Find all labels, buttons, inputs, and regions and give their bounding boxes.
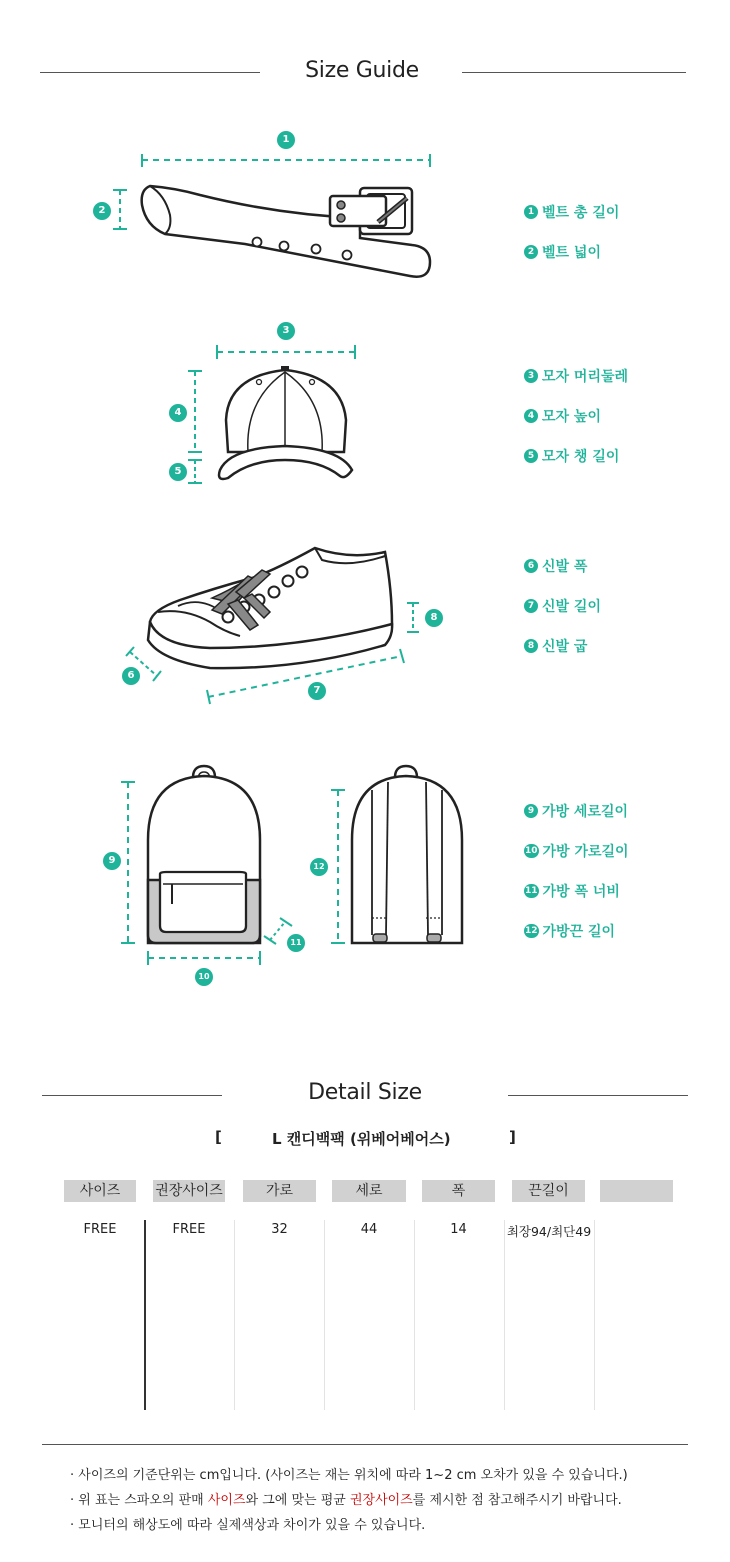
legend-item-belt-length [524,202,619,222]
product-name: L 캔디백팩 (위베어베어스) [272,1130,451,1148]
marker-11: 11 [287,934,305,952]
marker-5: 5 [169,463,187,481]
legend-item-cap-height [524,406,601,426]
legend-label: 가방 폭 너비 [542,884,620,900]
number-icon: 9 [524,804,538,818]
detail-rule-right [508,1095,688,1096]
number-icon: 2 [524,245,538,259]
note-size-table [70,1489,622,1508]
number-icon: 4 [524,409,538,423]
legend-item-belt-width [524,242,601,262]
column-header-empty [600,1180,673,1202]
marker-9: 9 [103,852,121,870]
legend-label: 모자 챙 길이 [542,449,620,465]
column-header-size: 사이즈 [64,1180,136,1202]
number-icon: 6 [524,559,538,573]
legend-label: 가방끈 길이 [542,924,616,940]
column-header-depth: 폭 [422,1180,495,1202]
marker-12: 12 [310,858,328,876]
legend-label: 신발 폭 [542,559,588,575]
legend-item-shoe-length [524,596,601,616]
column-divider [504,1220,505,1410]
legend-label: 벨트 넓이 [542,245,601,261]
number-icon: 3 [524,369,538,383]
detail-rule-left [42,1095,222,1096]
cell-size: FREE [83,1222,117,1237]
legend-label: 모자 머리둘레 [542,369,629,385]
legend-label: 벨트 총 길이 [542,205,620,221]
cell-width: 32 [271,1222,288,1237]
number-icon: 10 [525,846,538,856]
column-header-strap: 끈길이 [512,1180,585,1202]
legend-label: 가방 세로길이 [542,804,629,820]
column-divider [594,1220,595,1410]
cell-recommended-size: FREE [172,1222,206,1237]
note-text: · 위 표는 스파오의 판매 [70,1493,208,1508]
column-header-recommended-size: 권장사이즈 [153,1180,225,1202]
marker-2: 2 [93,202,111,220]
legend-label: 모자 높이 [542,409,601,425]
legend-item-bag-width [524,841,629,861]
legend-item-bag-depth [524,881,620,901]
bracket-open: [ [215,1128,222,1146]
notes-divider [42,1444,688,1445]
cell-height: 44 [360,1222,378,1237]
legend-item-cap-circumference [524,366,628,386]
number-icon: 5 [524,449,538,463]
marker-10: 10 [195,968,213,986]
column-divider [414,1220,415,1410]
column-divider [234,1220,235,1410]
note-text: 와 그에 맞는 평균 [245,1493,350,1508]
marker-6: 6 [122,667,140,685]
note-monitor: · 모니터의 해상도에 따라 실제색상과 차이가 있을 수 있습니다. [70,1518,426,1533]
legend-item-bag-height [524,801,628,821]
marker-7: 7 [308,682,326,700]
number-icon: 8 [524,639,538,653]
number-icon: 7 [524,599,538,613]
note-highlight-recommended: 권장사이즈 [349,1493,413,1508]
number-icon: 11 [525,886,538,896]
bracket-close: ] [509,1128,516,1146]
marker-8: 8 [425,609,443,627]
cell-strap: 최장94/최단49 [506,1224,592,1239]
note-highlight-size: 사이즈 [207,1493,246,1508]
column-header-width: 가로 [243,1180,316,1202]
legend-item-shoe-heel [524,636,587,656]
legend-item-strap-length [524,921,615,941]
cell-depth: 14 [450,1222,467,1237]
number-icon: 1 [524,205,538,219]
column-divider [324,1220,325,1410]
legend-item-shoe-width [524,556,587,576]
column-header-height: 세로 [332,1180,406,1202]
marker-3: 3 [277,322,295,340]
number-icon: 12 [525,926,538,936]
size-guide-title: Size Guide [305,58,419,83]
legend-label: 신발 굽 [542,639,588,655]
marker-1: 1 [277,131,295,149]
note-text: 를 제시한 점 참고해주시기 바랍니다. [412,1493,622,1508]
column-divider [144,1220,146,1410]
legend-label: 신발 길이 [542,599,601,615]
detail-size-title: Detail Size [308,1080,422,1105]
marker-4: 4 [169,404,187,422]
legend-item-cap-brim [524,446,619,466]
note-unit: · 사이즈의 기준단위는 cm입니다. (사이즈는 재는 위치에 따라 1~2 cm 오차가 있을 수 있습니다.) [70,1468,628,1483]
legend-label: 가방 가로길이 [542,844,629,860]
